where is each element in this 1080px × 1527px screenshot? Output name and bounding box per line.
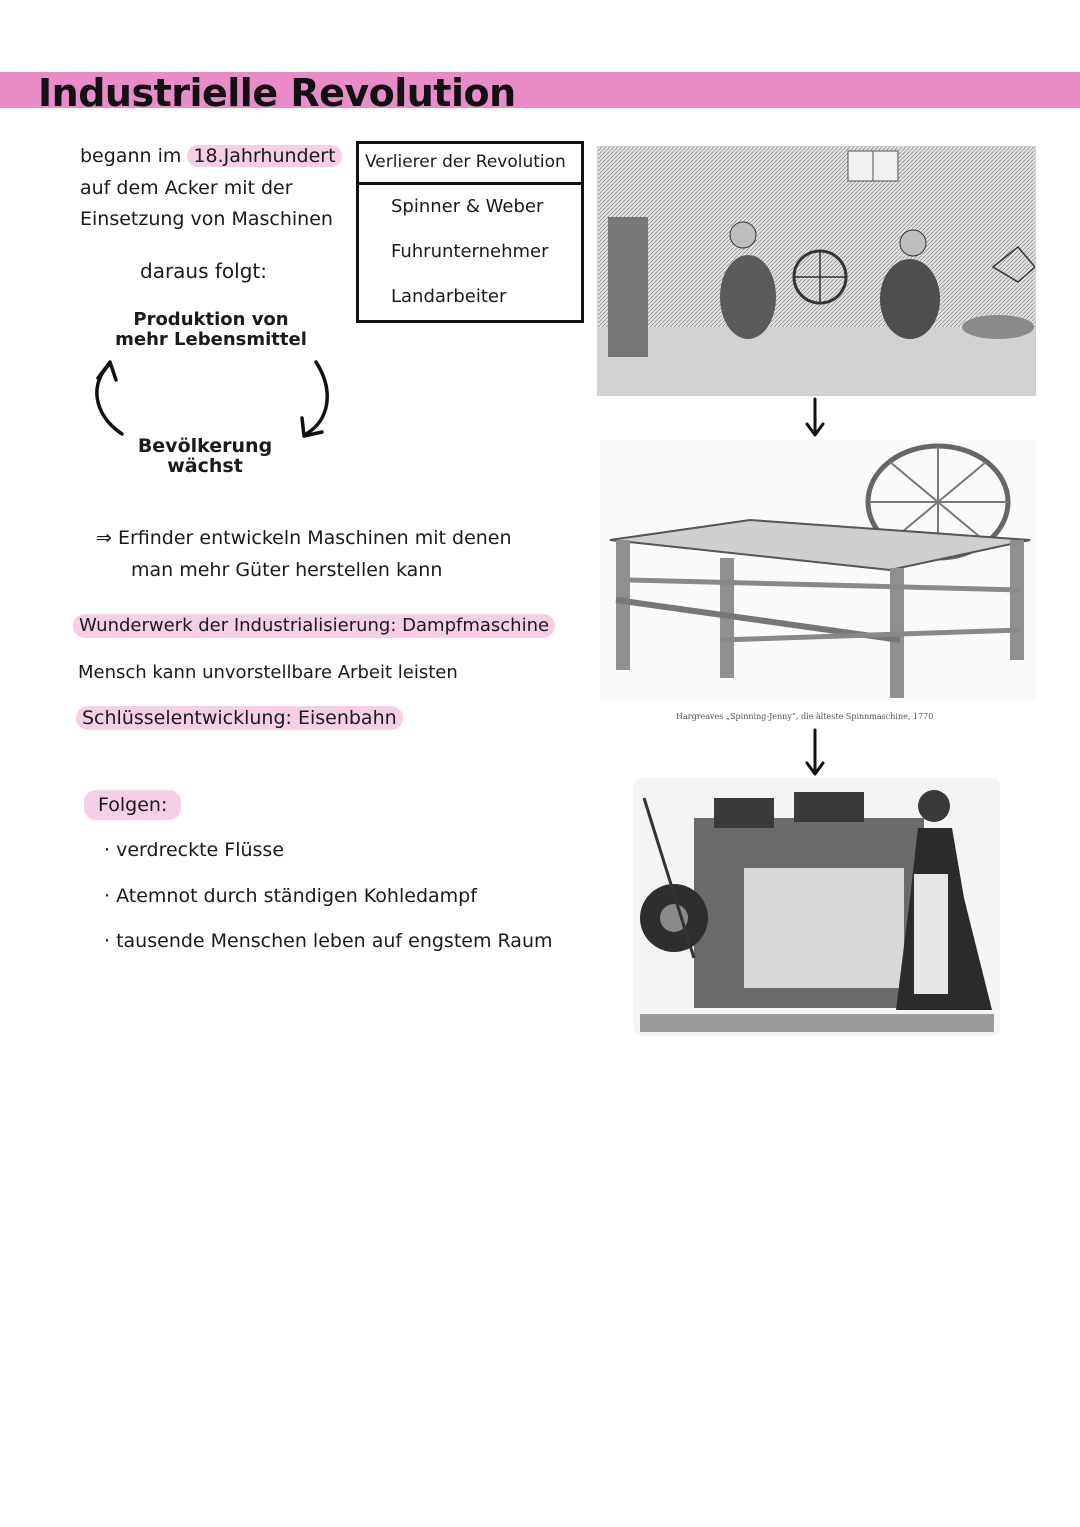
intro-line-2: auf dem Acker mit der [80, 177, 293, 199]
arrow-down-icon [803, 728, 827, 778]
inventors-text: Erfinder entwickeln Maschinen mit denen [117, 527, 512, 549]
losers-heading: Verlierer der Revolution [365, 152, 566, 172]
loser-item: Landarbeiter [391, 286, 507, 307]
cycle-bottom [110, 436, 300, 476]
cycle-top-line-1: Produktion von [133, 309, 289, 330]
cycle-lead: daraus folgt: [140, 259, 267, 283]
spinning-scene-illustration [598, 147, 1035, 395]
consequences-label: Folgen: [84, 790, 181, 820]
losers-box-header [359, 144, 581, 185]
losers-box [356, 141, 584, 323]
cycle-bottom-line-1: Bevölkerung [137, 435, 273, 457]
consequence-item [104, 929, 553, 953]
bullet-icon: · [104, 930, 111, 952]
inventors-line-1 [96, 526, 512, 550]
intro-line-1 [80, 144, 342, 168]
power-loom-illustration [634, 778, 1000, 1036]
intro-text: begann im [80, 145, 182, 167]
consequence-text: verdreckte Flüsse [116, 839, 285, 861]
bullet-icon: · [104, 885, 111, 907]
consequence-item [104, 838, 284, 862]
spinning-jenny-illustration [600, 440, 1036, 700]
consequence-text: tausende Menschen leben auf engstem Raum [116, 930, 553, 952]
power-loom-image [634, 778, 1000, 1036]
key-development-highlight: Schlüsselentwicklung: Eisenbahn [76, 706, 403, 730]
spinning-jenny-image [600, 440, 1036, 700]
bullet-icon: · [104, 839, 111, 861]
page-title: Industrielle Revolution [38, 71, 516, 115]
loser-item: Fuhrunternehmer [391, 241, 549, 262]
consequence-item [104, 884, 477, 908]
human-work-text: Mensch kann unvorstellbare Arbeit leisten [78, 662, 458, 683]
cycle-top-line-2: mehr Lebensmittel [115, 329, 307, 350]
consequence-text: Atemnot durch ständigen Kohledampf [116, 885, 477, 907]
intro-line-3: Einsetzung von Maschinen [80, 208, 333, 230]
spinning-scene-image [597, 146, 1036, 396]
arrow-down-icon [803, 397, 827, 439]
image-caption: Hargreaves „Spinning-Jenny“, die älteste Spinnmaschine, 1770 [676, 712, 934, 721]
cycle-bottom-line-2: wächst [167, 455, 243, 477]
century-highlight: 18.Jahrhundert [187, 145, 341, 167]
loser-item: Spinner & Weber [391, 196, 544, 217]
inventors-line-2: man mehr Güter herstellen kann [131, 559, 443, 581]
implies-arrow-icon: ⇒ [96, 527, 112, 549]
wonder-highlight: Wunderwerk der Industrialisierung: Dampfmaschine [73, 614, 555, 638]
cycle-top [96, 310, 326, 350]
